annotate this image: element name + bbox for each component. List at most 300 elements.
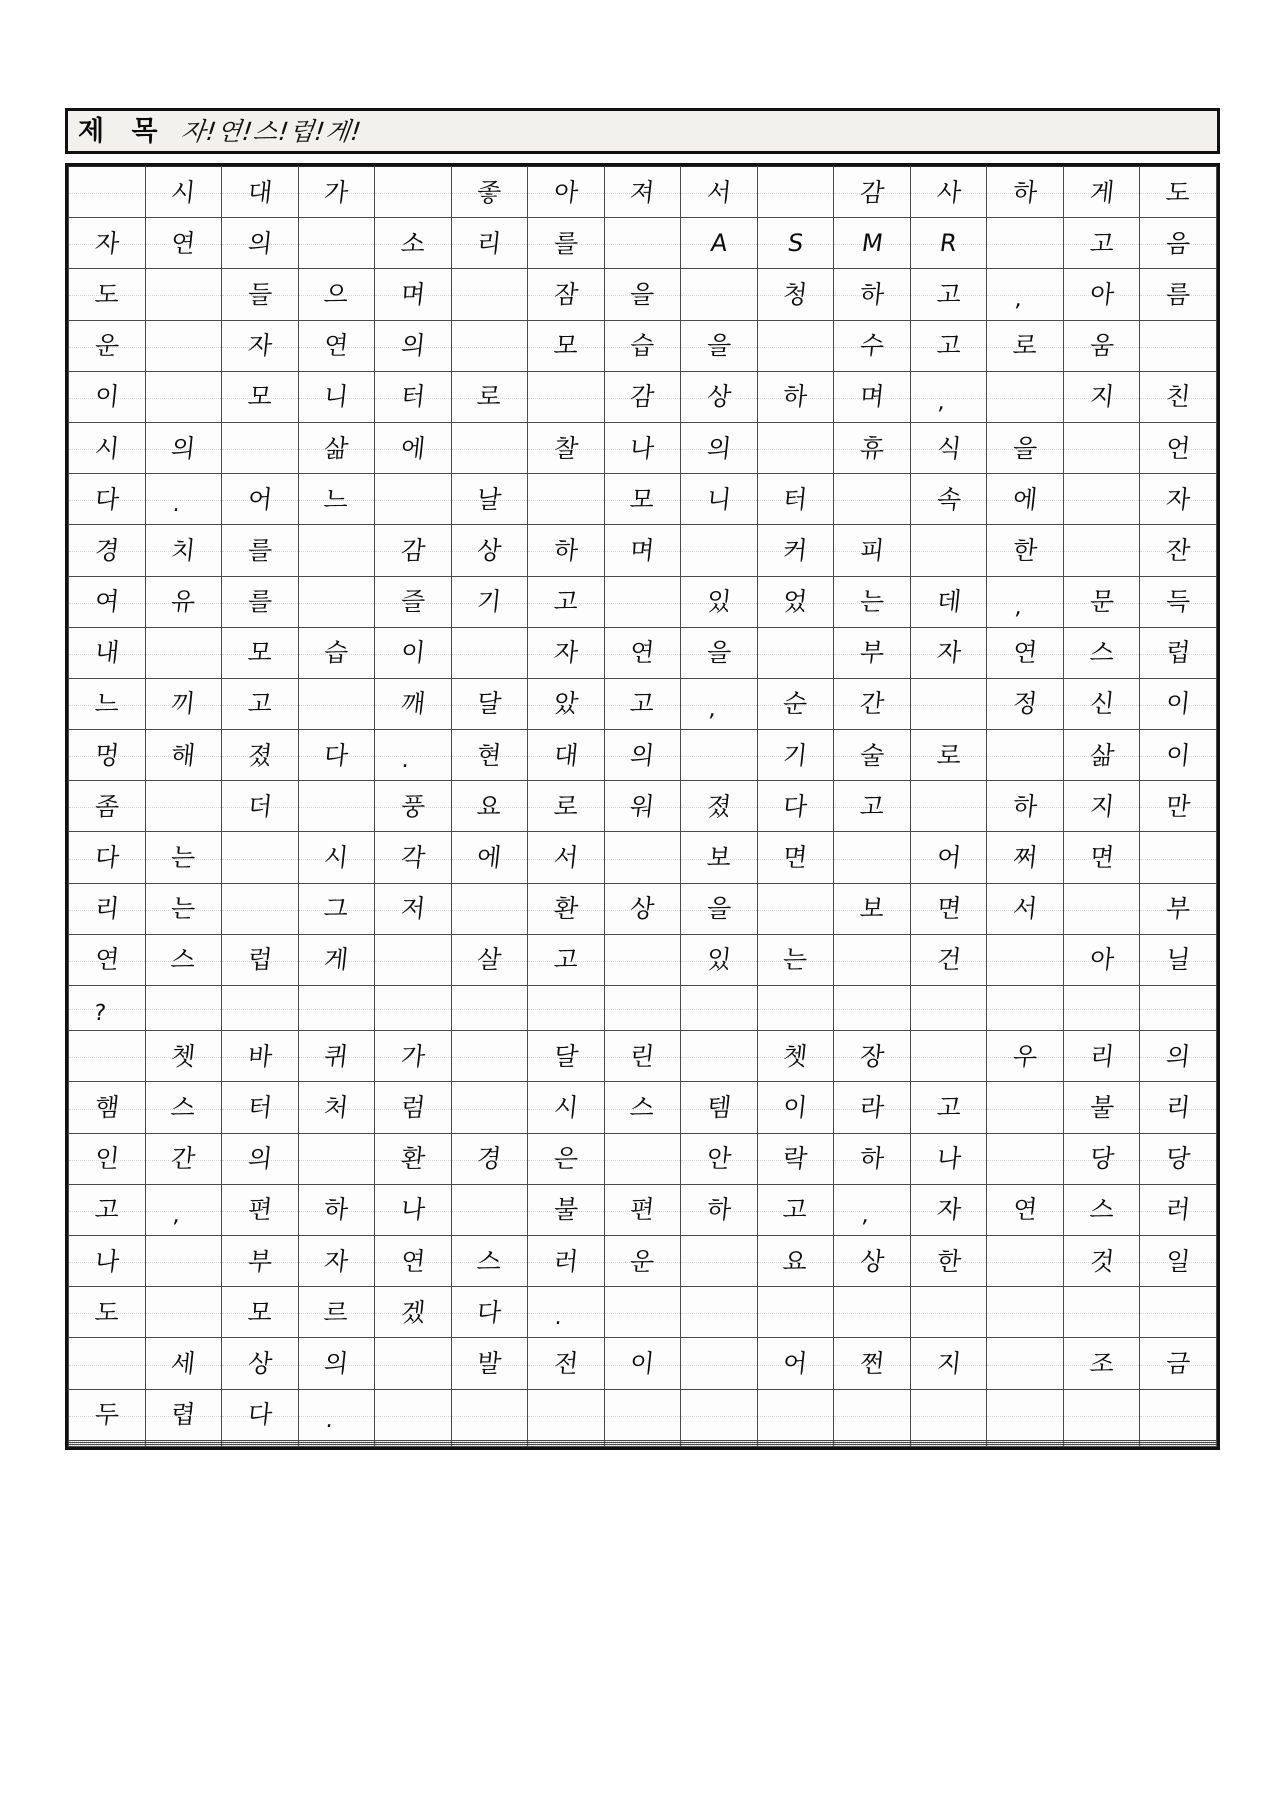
manuscript-cell[interactable] — [604, 525, 681, 576]
manuscript-cell[interactable] — [834, 167, 911, 218]
manuscript-cell-empty[interactable] — [681, 1444, 758, 1446]
manuscript-cell[interactable] — [375, 1184, 452, 1235]
manuscript-cell[interactable] — [1063, 167, 1140, 218]
manuscript-cell-empty[interactable] — [604, 1389, 681, 1440]
manuscript-cell[interactable] — [757, 576, 834, 627]
manuscript-cell[interactable] — [834, 1133, 911, 1184]
manuscript-cell[interactable] — [1140, 678, 1217, 729]
manuscript-cell[interactable] — [222, 1236, 299, 1287]
manuscript-cell[interactable] — [298, 269, 375, 320]
manuscript-cell[interactable] — [298, 1031, 375, 1082]
manuscript-cell-empty[interactable] — [1140, 1444, 1217, 1446]
manuscript-cell[interactable] — [987, 1031, 1064, 1082]
manuscript-cell-empty[interactable] — [1140, 986, 1217, 1031]
manuscript-cell[interactable] — [834, 1236, 911, 1287]
manuscript-cell-empty[interactable] — [987, 730, 1064, 781]
manuscript-cell[interactable] — [1140, 1031, 1217, 1082]
manuscript-cell-empty[interactable] — [451, 1184, 528, 1235]
manuscript-cell[interactable] — [757, 371, 834, 422]
manuscript-cell[interactable] — [69, 883, 146, 934]
manuscript-cell-empty[interactable] — [757, 167, 834, 218]
manuscript-cell[interactable] — [375, 1031, 452, 1082]
manuscript-cell-empty[interactable] — [910, 1031, 987, 1082]
manuscript-cell-empty[interactable] — [910, 525, 987, 576]
manuscript-cell-empty[interactable] — [145, 371, 222, 422]
manuscript-cell-empty[interactable] — [987, 1082, 1064, 1133]
manuscript-cell[interactable] — [681, 1184, 758, 1235]
title-value[interactable]: 자!연!스!럽!게! — [178, 116, 364, 146]
manuscript-cell[interactable] — [681, 218, 758, 269]
manuscript-cell[interactable] — [834, 781, 911, 832]
manuscript-cell[interactable] — [910, 883, 987, 934]
manuscript-cell[interactable] — [987, 422, 1064, 473]
manuscript-cell[interactable] — [69, 269, 146, 320]
manuscript-cell[interactable] — [222, 1031, 299, 1082]
manuscript-cell[interactable] — [528, 1287, 605, 1338]
manuscript-cell[interactable] — [757, 1236, 834, 1287]
manuscript-cell[interactable] — [528, 576, 605, 627]
manuscript-cell-empty[interactable] — [222, 986, 299, 1031]
manuscript-cell-empty[interactable] — [451, 1444, 528, 1446]
manuscript-cell[interactable] — [375, 730, 452, 781]
manuscript-cell[interactable] — [987, 269, 1064, 320]
manuscript-cell[interactable] — [834, 371, 911, 422]
manuscript-cell[interactable] — [1063, 934, 1140, 985]
manuscript-cell[interactable] — [222, 934, 299, 985]
manuscript-cell-empty[interactable] — [834, 986, 911, 1031]
manuscript-cell-empty[interactable] — [69, 167, 146, 218]
manuscript-cell-empty[interactable] — [1063, 883, 1140, 934]
manuscript-cell-empty[interactable] — [528, 986, 605, 1031]
manuscript-cell[interactable] — [528, 730, 605, 781]
manuscript-cell-empty[interactable] — [451, 320, 528, 371]
manuscript-cell[interactable] — [222, 218, 299, 269]
manuscript-cell-empty[interactable] — [69, 1031, 146, 1082]
manuscript-cell[interactable] — [375, 1082, 452, 1133]
manuscript-cell-empty[interactable] — [145, 320, 222, 371]
manuscript-cell[interactable] — [69, 934, 146, 985]
manuscript-cell[interactable] — [222, 320, 299, 371]
manuscript-cell[interactable] — [834, 730, 911, 781]
manuscript-cell[interactable] — [451, 1133, 528, 1184]
manuscript-cell[interactable] — [528, 1236, 605, 1287]
manuscript-cell[interactable] — [681, 167, 758, 218]
manuscript-cell-empty[interactable] — [604, 934, 681, 985]
manuscript-cell[interactable] — [757, 678, 834, 729]
manuscript-cell-empty[interactable] — [987, 986, 1064, 1031]
manuscript-cell-empty[interactable] — [145, 1287, 222, 1338]
manuscript-cell[interactable] — [1063, 269, 1140, 320]
manuscript-cell[interactable] — [910, 1338, 987, 1389]
manuscript-cell[interactable] — [451, 934, 528, 985]
manuscript-cell[interactable] — [757, 474, 834, 525]
manuscript-cell-empty[interactable] — [451, 986, 528, 1031]
manuscript-cell[interactable] — [69, 525, 146, 576]
manuscript-cell[interactable] — [1063, 1236, 1140, 1287]
manuscript-cell[interactable] — [375, 883, 452, 934]
manuscript-cell[interactable] — [451, 525, 528, 576]
manuscript-cell-empty[interactable] — [757, 320, 834, 371]
manuscript-cell[interactable] — [145, 678, 222, 729]
manuscript-cell[interactable] — [910, 934, 987, 985]
manuscript-cell-empty[interactable] — [451, 1082, 528, 1133]
manuscript-cell[interactable] — [528, 781, 605, 832]
manuscript-cell[interactable] — [604, 474, 681, 525]
manuscript-cell[interactable] — [910, 730, 987, 781]
manuscript-cell-empty[interactable] — [681, 269, 758, 320]
manuscript-cell[interactable] — [222, 474, 299, 525]
manuscript-cell[interactable] — [69, 627, 146, 678]
manuscript-cell[interactable] — [604, 269, 681, 320]
manuscript-cell[interactable] — [910, 218, 987, 269]
manuscript-cell[interactable] — [69, 1133, 146, 1184]
manuscript-cell[interactable] — [604, 422, 681, 473]
manuscript-cell[interactable] — [298, 627, 375, 678]
manuscript-cell-empty[interactable] — [834, 1389, 911, 1440]
manuscript-cell-empty[interactable] — [298, 218, 375, 269]
manuscript-cell-empty[interactable] — [298, 781, 375, 832]
manuscript-cell-empty[interactable] — [757, 1389, 834, 1440]
manuscript-cell[interactable] — [834, 627, 911, 678]
manuscript-cell[interactable] — [1140, 422, 1217, 473]
manuscript-cell-empty[interactable] — [987, 1338, 1064, 1389]
manuscript-cell[interactable] — [375, 422, 452, 473]
manuscript-cell-empty[interactable] — [910, 1389, 987, 1440]
manuscript-cell[interactable] — [145, 576, 222, 627]
manuscript-cell[interactable] — [528, 883, 605, 934]
manuscript-cell-empty[interactable] — [1063, 1444, 1140, 1446]
manuscript-cell-empty[interactable] — [604, 576, 681, 627]
manuscript-cell[interactable] — [681, 320, 758, 371]
manuscript-cell-empty[interactable] — [757, 1444, 834, 1446]
manuscript-cell[interactable] — [1063, 218, 1140, 269]
manuscript-cell[interactable] — [681, 474, 758, 525]
manuscript-cell[interactable] — [451, 1236, 528, 1287]
manuscript-cell[interactable] — [528, 320, 605, 371]
manuscript-cell[interactable] — [298, 1287, 375, 1338]
manuscript-cell[interactable] — [681, 1082, 758, 1133]
manuscript-cell-empty[interactable] — [298, 678, 375, 729]
manuscript-cell-empty[interactable] — [1063, 986, 1140, 1031]
manuscript-cell-empty[interactable] — [834, 474, 911, 525]
manuscript-cell-empty[interactable] — [375, 167, 452, 218]
manuscript-cell-empty[interactable] — [375, 1389, 452, 1440]
manuscript-cell-empty[interactable] — [910, 781, 987, 832]
manuscript-cell[interactable] — [834, 1184, 911, 1235]
manuscript-cell[interactable] — [757, 1031, 834, 1082]
manuscript-cell-empty[interactable] — [834, 832, 911, 883]
manuscript-cell[interactable] — [69, 730, 146, 781]
manuscript-cell-empty[interactable] — [1140, 832, 1217, 883]
manuscript-cell-empty[interactable] — [987, 1287, 1064, 1338]
manuscript-cell[interactable] — [987, 474, 1064, 525]
manuscript-cell[interactable] — [681, 371, 758, 422]
manuscript-cell-empty[interactable] — [604, 1444, 681, 1446]
manuscript-cell[interactable] — [1140, 525, 1217, 576]
manuscript-cell[interactable] — [298, 832, 375, 883]
manuscript-cell[interactable] — [298, 1184, 375, 1235]
manuscript-cell[interactable] — [298, 730, 375, 781]
manuscript-cell-empty[interactable] — [987, 371, 1064, 422]
manuscript-cell-empty[interactable] — [451, 1031, 528, 1082]
manuscript-cell[interactable] — [375, 269, 452, 320]
manuscript-cell[interactable] — [69, 371, 146, 422]
manuscript-cell[interactable] — [834, 678, 911, 729]
manuscript-cell[interactable] — [834, 269, 911, 320]
manuscript-cell[interactable] — [1140, 1184, 1217, 1235]
manuscript-cell[interactable] — [834, 883, 911, 934]
manuscript-cell[interactable] — [1140, 167, 1217, 218]
manuscript-cell[interactable] — [451, 781, 528, 832]
manuscript-cell[interactable] — [681, 678, 758, 729]
manuscript-cell[interactable] — [222, 269, 299, 320]
manuscript-cell[interactable] — [834, 525, 911, 576]
manuscript-cell[interactable] — [145, 525, 222, 576]
manuscript-cell[interactable] — [222, 627, 299, 678]
manuscript-cell-empty[interactable] — [757, 1287, 834, 1338]
manuscript-cell[interactable] — [451, 678, 528, 729]
manuscript-cell[interactable] — [681, 422, 758, 473]
manuscript-cell[interactable] — [910, 1133, 987, 1184]
manuscript-cell[interactable] — [222, 1338, 299, 1389]
manuscript-cell[interactable] — [1063, 320, 1140, 371]
manuscript-cell[interactable] — [451, 218, 528, 269]
manuscript-cell[interactable] — [375, 218, 452, 269]
manuscript-cell[interactable] — [987, 167, 1064, 218]
manuscript-cell[interactable] — [681, 883, 758, 934]
manuscript-cell[interactable] — [528, 1082, 605, 1133]
manuscript-cell-empty[interactable] — [1063, 422, 1140, 473]
manuscript-cell[interactable] — [222, 781, 299, 832]
manuscript-cell[interactable] — [375, 320, 452, 371]
manuscript-cell[interactable] — [528, 1133, 605, 1184]
manuscript-cell-empty[interactable] — [69, 1338, 146, 1389]
manuscript-cell[interactable] — [451, 1287, 528, 1338]
manuscript-cell-empty[interactable] — [375, 474, 452, 525]
manuscript-cell[interactable] — [987, 320, 1064, 371]
manuscript-cell[interactable] — [910, 474, 987, 525]
manuscript-cell-empty[interactable] — [681, 1031, 758, 1082]
manuscript-cell[interactable] — [1140, 627, 1217, 678]
manuscript-cell-empty[interactable] — [1140, 320, 1217, 371]
manuscript-cell[interactable] — [375, 525, 452, 576]
manuscript-cell[interactable] — [987, 781, 1064, 832]
manuscript-cell[interactable] — [145, 167, 222, 218]
manuscript-cell[interactable] — [528, 627, 605, 678]
manuscript-cell-empty[interactable] — [604, 986, 681, 1031]
manuscript-cell[interactable] — [1063, 781, 1140, 832]
manuscript-cell[interactable] — [451, 167, 528, 218]
manuscript-cell[interactable] — [69, 422, 146, 473]
manuscript-cell[interactable] — [1140, 576, 1217, 627]
manuscript-cell-empty[interactable] — [528, 474, 605, 525]
manuscript-cell[interactable] — [1140, 1338, 1217, 1389]
manuscript-cell[interactable] — [528, 525, 605, 576]
manuscript-cell-empty[interactable] — [757, 422, 834, 473]
manuscript-cell-empty[interactable] — [375, 1338, 452, 1389]
manuscript-cell-empty[interactable] — [375, 934, 452, 985]
manuscript-cell[interactable] — [222, 167, 299, 218]
manuscript-cell[interactable] — [222, 1287, 299, 1338]
manuscript-cell[interactable] — [298, 320, 375, 371]
manuscript-cell[interactable] — [910, 422, 987, 473]
manuscript-cell[interactable] — [987, 883, 1064, 934]
manuscript-cell[interactable] — [145, 832, 222, 883]
manuscript-cell[interactable] — [1140, 1082, 1217, 1133]
manuscript-cell[interactable] — [145, 422, 222, 473]
manuscript-cell-empty[interactable] — [834, 1287, 911, 1338]
manuscript-cell[interactable] — [681, 934, 758, 985]
manuscript-cell-empty[interactable] — [757, 627, 834, 678]
manuscript-cell[interactable] — [757, 1338, 834, 1389]
manuscript-cell-empty[interactable] — [681, 1236, 758, 1287]
manuscript-cell-empty[interactable] — [451, 883, 528, 934]
manuscript-cell-empty[interactable] — [451, 422, 528, 473]
manuscript-cell[interactable] — [375, 781, 452, 832]
manuscript-cell[interactable] — [145, 730, 222, 781]
manuscript-cell[interactable] — [1063, 627, 1140, 678]
manuscript-cell-empty[interactable] — [528, 1444, 605, 1446]
manuscript-cell-empty[interactable] — [298, 525, 375, 576]
manuscript-cell[interactable] — [757, 269, 834, 320]
manuscript-cell[interactable] — [1140, 730, 1217, 781]
manuscript-cell[interactable] — [910, 1184, 987, 1235]
manuscript-cell[interactable] — [1063, 1338, 1140, 1389]
manuscript-cell-empty[interactable] — [375, 986, 452, 1031]
manuscript-cell[interactable] — [69, 218, 146, 269]
manuscript-cell[interactable] — [910, 1236, 987, 1287]
manuscript-cell[interactable] — [910, 167, 987, 218]
manuscript-cell-empty[interactable] — [834, 1444, 911, 1446]
manuscript-cell[interactable] — [375, 1133, 452, 1184]
manuscript-cell-empty[interactable] — [910, 1287, 987, 1338]
manuscript-cell[interactable] — [145, 1031, 222, 1082]
manuscript-cell[interactable] — [910, 371, 987, 422]
manuscript-cell[interactable] — [757, 1184, 834, 1235]
manuscript-cell[interactable] — [910, 269, 987, 320]
manuscript-cell-empty[interactable] — [451, 627, 528, 678]
manuscript-cell[interactable] — [604, 1031, 681, 1082]
manuscript-cell[interactable] — [681, 627, 758, 678]
manuscript-cell[interactable] — [298, 883, 375, 934]
manuscript-cell[interactable] — [145, 1184, 222, 1235]
manuscript-cell[interactable] — [69, 320, 146, 371]
manuscript-cell-empty[interactable] — [528, 1389, 605, 1440]
manuscript-cell[interactable] — [1140, 218, 1217, 269]
manuscript-cell[interactable] — [604, 167, 681, 218]
manuscript-cell[interactable] — [834, 1082, 911, 1133]
manuscript-cell[interactable] — [757, 934, 834, 985]
manuscript-cell[interactable] — [375, 832, 452, 883]
manuscript-cell[interactable] — [1063, 678, 1140, 729]
manuscript-cell[interactable] — [1063, 371, 1140, 422]
manuscript-cell[interactable] — [145, 474, 222, 525]
manuscript-cell[interactable] — [298, 934, 375, 985]
manuscript-cell[interactable] — [987, 1184, 1064, 1235]
manuscript-cell-empty[interactable] — [987, 1444, 1064, 1446]
manuscript-cell[interactable] — [375, 576, 452, 627]
manuscript-cell[interactable] — [604, 781, 681, 832]
manuscript-cell-empty[interactable] — [681, 1338, 758, 1389]
manuscript-cell-empty[interactable] — [298, 986, 375, 1031]
manuscript-cell[interactable] — [757, 1133, 834, 1184]
manuscript-cell[interactable] — [1063, 576, 1140, 627]
manuscript-cell[interactable] — [681, 576, 758, 627]
manuscript-cell[interactable] — [528, 678, 605, 729]
manuscript-cell-empty[interactable] — [757, 986, 834, 1031]
manuscript-cell[interactable] — [1140, 934, 1217, 985]
manuscript-cell[interactable] — [528, 167, 605, 218]
manuscript-cell-empty[interactable] — [910, 678, 987, 729]
manuscript-cell[interactable] — [1140, 883, 1217, 934]
manuscript-cell[interactable] — [145, 883, 222, 934]
manuscript-cell[interactable] — [604, 730, 681, 781]
manuscript-cell[interactable] — [528, 832, 605, 883]
manuscript-cell[interactable] — [1140, 474, 1217, 525]
manuscript-cell-empty[interactable] — [681, 1389, 758, 1440]
manuscript-cell-empty[interactable] — [604, 1133, 681, 1184]
manuscript-cell[interactable] — [222, 1389, 299, 1440]
manuscript-cell[interactable] — [222, 371, 299, 422]
manuscript-cell[interactable] — [451, 1338, 528, 1389]
manuscript-cell[interactable] — [222, 678, 299, 729]
manuscript-cell[interactable] — [451, 474, 528, 525]
manuscript-cell-empty[interactable] — [987, 218, 1064, 269]
manuscript-cell[interactable] — [298, 474, 375, 525]
manuscript-cell[interactable] — [604, 1082, 681, 1133]
manuscript-cell-empty[interactable] — [375, 1444, 452, 1446]
manuscript-cell-empty[interactable] — [69, 1444, 146, 1446]
manuscript-cell-empty[interactable] — [987, 1236, 1064, 1287]
manuscript-cell[interactable] — [834, 218, 911, 269]
manuscript-cell-empty[interactable] — [451, 1389, 528, 1440]
manuscript-cell[interactable] — [145, 1389, 222, 1440]
manuscript-cell[interactable] — [757, 525, 834, 576]
manuscript-cell[interactable] — [69, 1287, 146, 1338]
manuscript-cell[interactable] — [528, 422, 605, 473]
manuscript-cell[interactable] — [222, 576, 299, 627]
manuscript-cell-empty[interactable] — [1140, 1287, 1217, 1338]
manuscript-cell[interactable] — [69, 678, 146, 729]
manuscript-cell-empty[interactable] — [987, 934, 1064, 985]
manuscript-cell[interactable] — [987, 627, 1064, 678]
manuscript-cell[interactable] — [910, 320, 987, 371]
manuscript-cell[interactable] — [69, 1082, 146, 1133]
manuscript-cell[interactable] — [69, 1389, 146, 1440]
manuscript-cell[interactable] — [987, 525, 1064, 576]
manuscript-cell-empty[interactable] — [681, 525, 758, 576]
manuscript-cell[interactable] — [298, 1236, 375, 1287]
manuscript-cell-empty[interactable] — [222, 883, 299, 934]
manuscript-cell-empty[interactable] — [1063, 525, 1140, 576]
manuscript-cell-empty[interactable] — [451, 269, 528, 320]
manuscript-cell[interactable] — [681, 832, 758, 883]
manuscript-cell[interactable] — [375, 1236, 452, 1287]
manuscript-cell[interactable] — [451, 730, 528, 781]
manuscript-cell-empty[interactable] — [1063, 474, 1140, 525]
manuscript-cell[interactable] — [1063, 1133, 1140, 1184]
manuscript-cell[interactable] — [910, 832, 987, 883]
manuscript-cell[interactable] — [757, 730, 834, 781]
manuscript-cell-empty[interactable] — [528, 371, 605, 422]
manuscript-cell[interactable] — [757, 218, 834, 269]
manuscript-cell-empty[interactable] — [298, 1444, 375, 1446]
manuscript-cell[interactable] — [604, 371, 681, 422]
manuscript-cell[interactable] — [681, 781, 758, 832]
manuscript-cell[interactable] — [69, 1184, 146, 1235]
manuscript-cell[interactable] — [1063, 730, 1140, 781]
manuscript-cell[interactable] — [145, 1082, 222, 1133]
